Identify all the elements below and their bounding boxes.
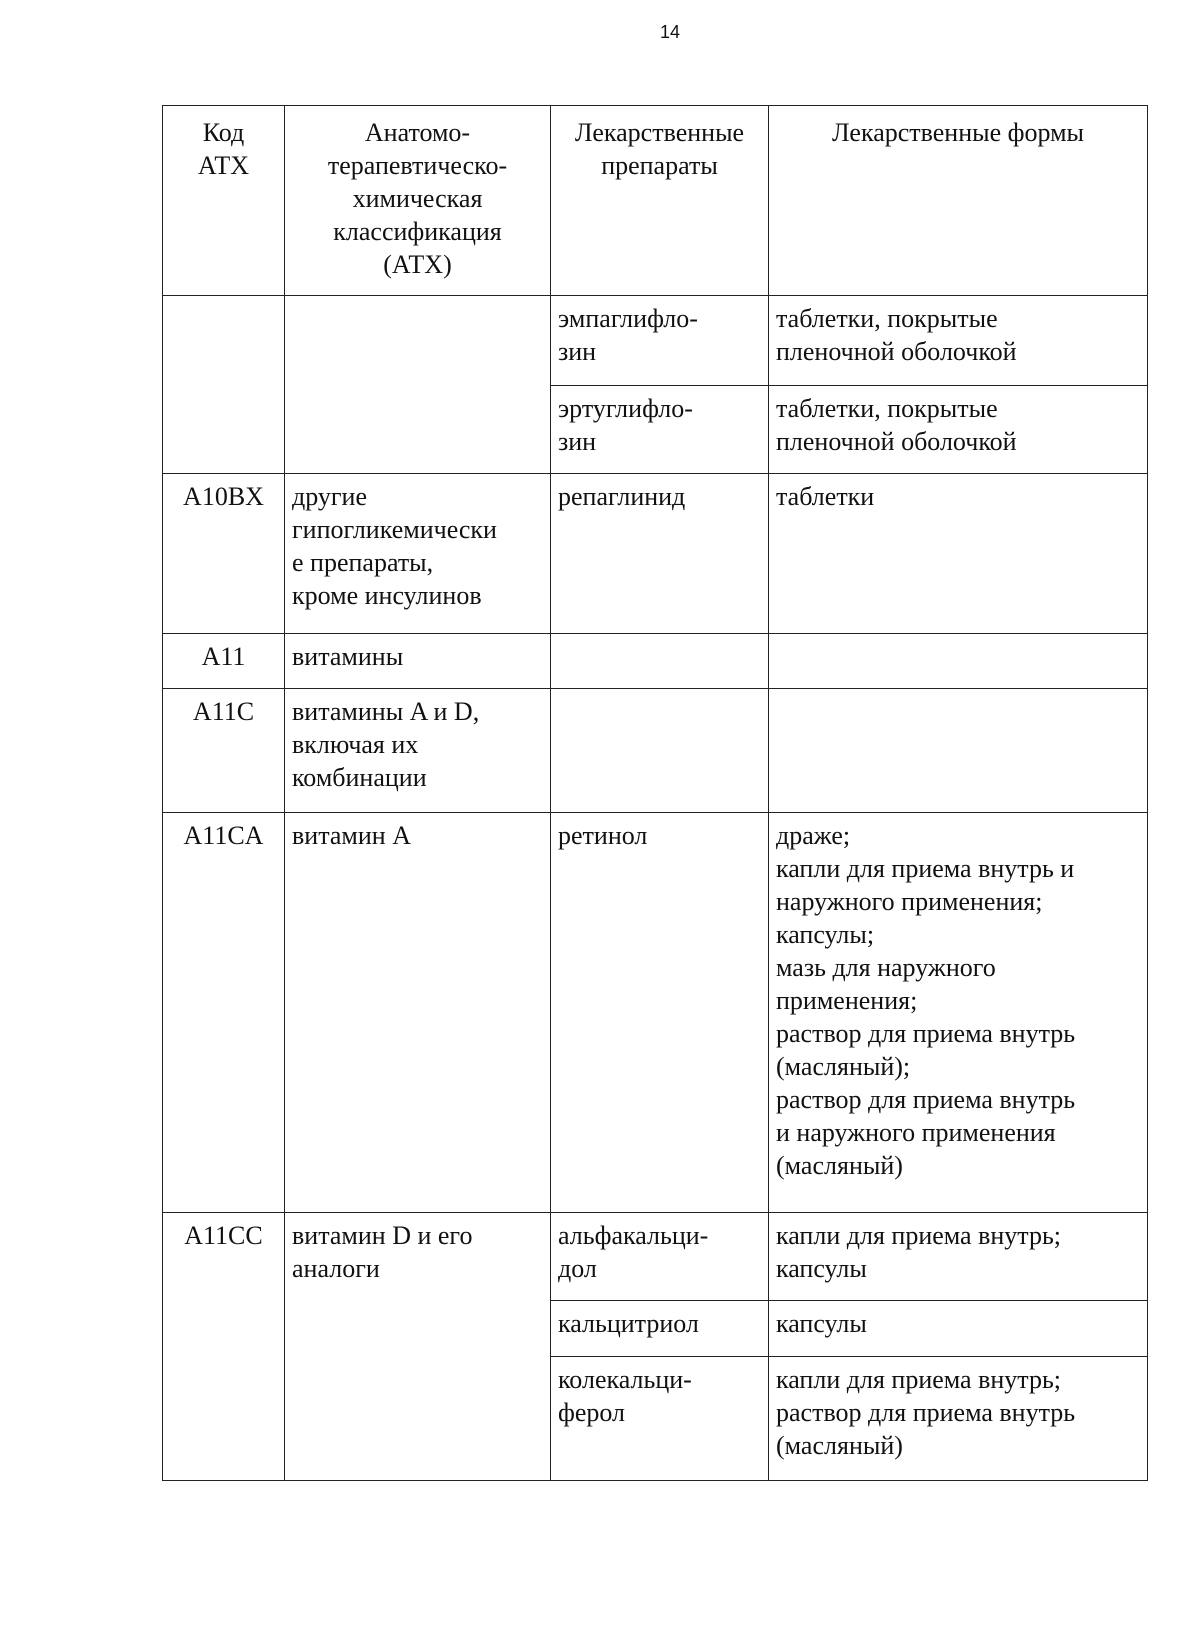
drug-name-cell: альфакальци- дол bbox=[551, 1213, 769, 1301]
table-row bbox=[163, 689, 1148, 813]
dosage-forms-cell: драже; капли для приема внутрь и наружного применения; капсулы; мазь для наружного применения; раствор для приема внутрь (масляный); раствор для приема внутрь и наружного применения (масляный) bbox=[769, 813, 1148, 1213]
atx-code-cell: A11 bbox=[163, 634, 285, 689]
dosage-forms-cell: таблетки, покрытые пленочной оболочкой bbox=[769, 386, 1148, 474]
dosage-forms-cell: таблетки, покрытые пленочной оболочкой bbox=[769, 296, 1148, 386]
classification-cell: другие гипогликемически е препараты, кроме инсулинов bbox=[285, 474, 551, 634]
atx-code-cell: A11CA bbox=[163, 813, 285, 1213]
classification-cell bbox=[285, 296, 551, 474]
dosage-forms-cell: таблетки bbox=[769, 474, 1148, 634]
drug-name-cell: колекальци- ферол bbox=[551, 1357, 769, 1481]
header-forms: Лекарственные формы bbox=[769, 106, 1148, 296]
drug-name-cell bbox=[551, 634, 769, 689]
atx-code-cell: A10BX bbox=[163, 474, 285, 634]
atx-drug-table bbox=[162, 105, 1148, 1481]
dosage-forms-cell bbox=[769, 689, 1148, 813]
table-row bbox=[163, 813, 1148, 1213]
classification-cell: витамины A и D, включая их комбинации bbox=[285, 689, 551, 813]
drug-name-cell bbox=[551, 689, 769, 813]
dosage-forms-cell: капли для приема внутрь; капсулы bbox=[769, 1213, 1148, 1301]
atx-code-cell: A11CC bbox=[163, 1213, 285, 1481]
classification-cell: витамин A bbox=[285, 813, 551, 1213]
classification-cell: витамин D и его аналоги bbox=[285, 1213, 551, 1481]
table-row bbox=[163, 474, 1148, 634]
table-row bbox=[163, 1213, 1148, 1301]
dosage-forms-cell bbox=[769, 634, 1148, 689]
dosage-forms-cell: капсулы bbox=[769, 1301, 1148, 1357]
table-row bbox=[163, 634, 1148, 689]
dosage-forms-cell: капли для приема внутрь; раствор для приема внутрь (масляный) bbox=[769, 1357, 1148, 1481]
drug-name-cell: эртуглифло- зин bbox=[551, 386, 769, 474]
header-code: Код АТХ bbox=[163, 106, 285, 296]
atx-code-cell bbox=[163, 296, 285, 474]
atx-code-cell: A11C bbox=[163, 689, 285, 813]
header-classification: Анатомо- терапевтическо- химическая классификация (АТХ) bbox=[285, 106, 551, 296]
drug-name-cell: кальцитриол bbox=[551, 1301, 769, 1357]
table-body bbox=[163, 296, 1148, 1481]
drug-name-cell: репаглинид bbox=[551, 474, 769, 634]
table-header-row bbox=[163, 106, 1148, 296]
table-row bbox=[163, 296, 1148, 386]
page-number: 14 bbox=[659, 22, 681, 42]
drug-name-cell: эмпаглифло- зин bbox=[551, 296, 769, 386]
classification-cell: витамины bbox=[285, 634, 551, 689]
drug-name-cell: ретинол bbox=[551, 813, 769, 1213]
header-drugs: Лекарственные препараты bbox=[551, 106, 769, 296]
